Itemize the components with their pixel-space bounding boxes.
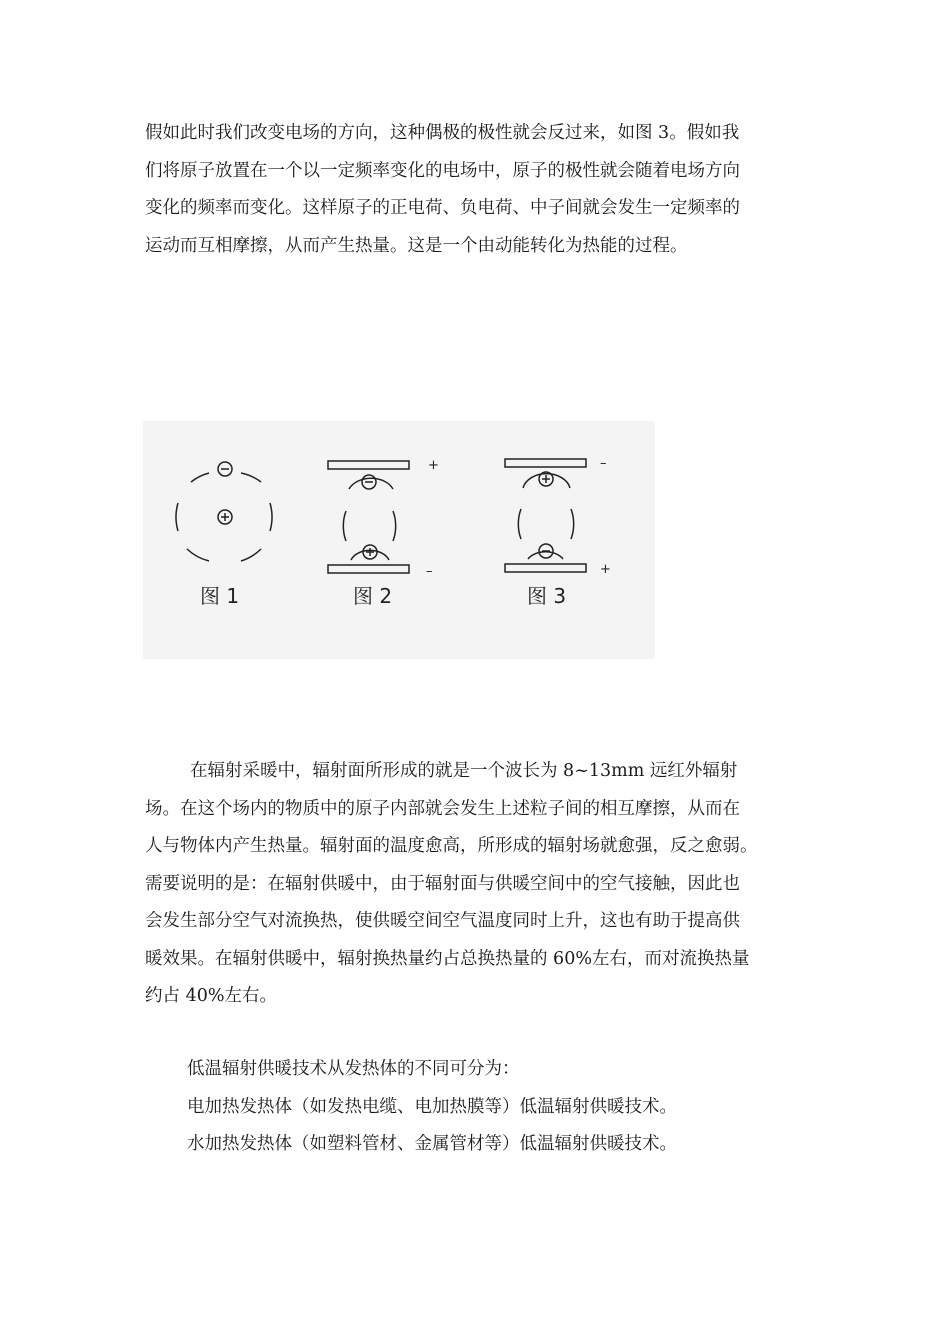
paragraph-2-line: 约占 40%左右。 [145, 986, 277, 1006]
figure-3-atom [505, 459, 586, 572]
paragraph-3 [187, 1051, 857, 1164]
paragraph-2-line: 暖效果。在辐射供暖中，辐射换热量约占总换热量的 60%左右，而对流换热量 [145, 948, 750, 969]
fig2-top-sign: + [428, 458, 439, 473]
paragraph-2-line: 在辐射采暖中，辐射面所形成的就是一个波长为 8~13mm 远红外辐射 [190, 761, 738, 781]
paragraph-1 [145, 115, 815, 265]
paragraph-1-line: 变化的频率而变化。这样原子的正电荷、负电荷、中子间就会发生一定频率的 [145, 198, 740, 218]
figure-2-label: 图 2 [353, 584, 393, 608]
paragraph-1-line: 运动而互相摩擦，从而产生热量。这是一个由动能转化为热能的过程。 [145, 235, 688, 256]
fig2-bottom-sign: – [426, 564, 433, 579]
paragraph-2-line: 需要说明的是：在辐射供暖中，由于辐射面与供暖空间中的空气接触，因此也 [145, 873, 740, 894]
paragraph-1-line: 假如此时我们改变电场的方向，这种偶极的极性就会反过来，如图 3。假如我 [145, 123, 740, 143]
atom-polarity-figure [143, 421, 655, 659]
paragraph-2-line: 会发生部分空气对流换热，使供暖空间空气温度同时上升，这也有助于提高供 [145, 911, 740, 931]
atom-polarity-diagram [143, 421, 655, 659]
figure-2-atom [328, 461, 409, 573]
bottom-plate [505, 564, 586, 572]
top-plate [328, 461, 409, 469]
fig3-top-sign: – [600, 456, 607, 471]
paragraph-2 [145, 753, 815, 1016]
paragraph-3-line: 低温辐射供暖技术从发热体的不同可分为： [187, 1059, 520, 1079]
figure-1-label: 图 1 [200, 584, 240, 608]
bottom-plate [328, 565, 409, 573]
figure-1-atom [176, 462, 272, 561]
fig3-bottom-sign: + [600, 562, 611, 577]
paragraph-2-line: 场。在这个场内的物质中的原子内部就会发生上述粒子间的相互摩擦，从而在 [145, 798, 740, 819]
top-plate [505, 459, 586, 467]
figure-3-label: 图 3 [527, 584, 567, 608]
paragraph-3-line: 水加热发热体（如塑料管材、金属管材等）低温辐射供暖技术。 [187, 1134, 677, 1154]
paragraph-1-line: 们将原子放置在一个以一定频率变化的电场中，原子的极性就会随着电场方向 [145, 160, 740, 181]
paragraph-3-line: 电加热发热体（如发热电缆、电加热膜等）低温辐射供暖技术。 [187, 1096, 677, 1117]
paragraph-2-line: 人与物体内产生热量。辐射面的温度愈高，所形成的辐射场就愈强，反之愈弱。 [145, 836, 758, 856]
